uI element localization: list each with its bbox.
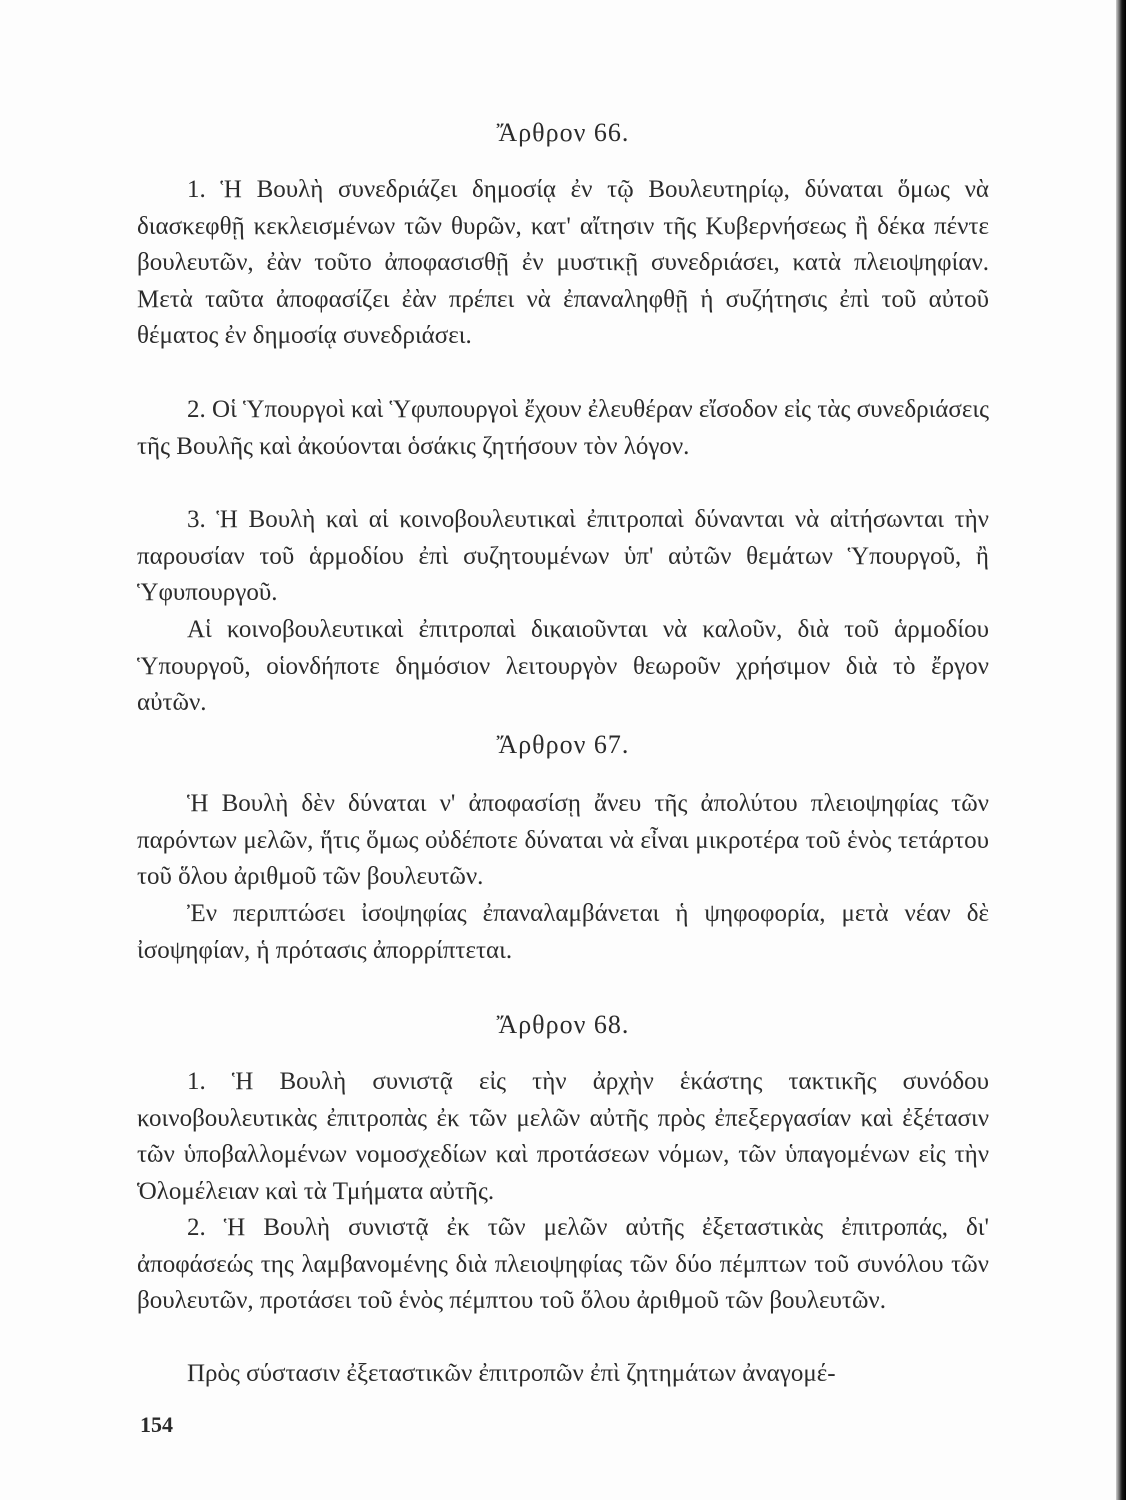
article-66-title: Ἄρθρον 66.: [496, 118, 630, 147]
article-66-paragraph-1: 1. Ἡ Βουλὴ συνεδριάζει δημοσίᾳ ἐν τῷ Βουλευτηρίῳ, δύναται ὅμως νὰ διασκεφθῇ κεκλεισμένων τῶν θυρῶν, κατ' αἴτησιν τῆς Κυβερνήσεως ἢ δέκα πέντε βουλευτῶν, ἐὰν τοῦτο ἀποφασισθῇ ἐν μυστικῇ συνεδριάσει, κατὰ πλειοψηφίαν. Μετὰ ταῦτα ἀποφασίζει ἐὰν πρέπει νὰ ἐπαναληφθῇ ἡ συζήτησις ἐπὶ τοῦ αὐτοῦ θέματος ἐν δημοσίᾳ συνεδριάσει.: [137, 176, 989, 349]
article-67-paragraph-2: Ἐν περιπτώσει ἰσοψηφίας ἐπαναλαμβάνεται ἡ ψηφοφορία, μετὰ νέαν δὲ ἰσοψηφίαν, ἡ πρότασις ἀπορρίπτεται.: [137, 900, 989, 964]
article-68-title: Ἄρθρον 68.: [496, 1010, 630, 1039]
article-68-paragraph-2: 2. Ἡ Βουλὴ συνιστᾷ ἐκ τῶν μελῶν αὐτῆς ἐξεταστικὰς ἐπιτροπάς, δι' ἀποφάσεώς της λαμβανομένης διὰ πλειοψηφίας τῶν δύο πέμπτων τοῦ συνόλου τῶν βουλευτῶν, προτάσει τοῦ ἑνὸς πέμπτου τοῦ ὅλου ἀριθμοῦ τῶν βουλευτῶν.: [137, 1214, 989, 1314]
article-66-paragraph-2: 2. Οἱ Ὑπουργοὶ καὶ Ὑφυπουργοὶ ἔχουν ἐλευθέραν εἴσοδον εἰς τὰς συνεδριάσεις τῆς Βουλῆς καὶ ἀκούονται ὁσάκις ζητήσουν τὸν λόγον.: [137, 396, 989, 460]
article-67-title: Ἄρθρον 67.: [496, 730, 630, 759]
article-66-paragraph-4: Αἱ κοινοβουλευτικαὶ ἐπιτροπαὶ δικαιοῦνται νὰ καλοῦν, διὰ τοῦ ἁρμοδίου Ὑπουργοῦ, οἱονδήποτε δημόσιον λειτουργὸν θεωροῦν χρήσιμον διὰ τὸ ἔργον αὐτῶν.: [137, 616, 989, 716]
book-spine-shadow: [1116, 0, 1126, 1500]
article-68-paragraph-1: 1. Ἡ Βουλὴ συνιστᾷ εἰς τὴν ἀρχὴν ἑκάστης τακτικῆς συνόδου κοινοβουλευτικὰς ἐπιτροπὰς ἐκ τῶν μελῶν αὐτῆς πρὸς ἐπεξεργασίαν καὶ ἐξέτασιν τῶν ὑποβαλλομένων νομοσχεδίων καὶ προτάσεων νόμων, τῶν ὑπαγομένων εἰς τὴν Ὁλομέλειαν καὶ τὰ Τμήματα αὐτῆς.: [137, 1068, 989, 1205]
article-68-paragraph-3: Πρὸς σύστασιν ἐξεταστικῶν ἐπιτροπῶν ἐπὶ ζητημάτων ἀναγομέ-: [187, 1360, 836, 1387]
article-66-paragraph-3: 3. Ἡ Βουλὴ καὶ αἱ κοινοβουλευτικαὶ ἐπιτροπαὶ δύνανται νὰ αἰτήσωνται τὴν παρουσίαν τοῦ ἁρμοδίου ἐπὶ συζητουμένων ὑπ' αὐτῶν θεμάτων Ὑπουργοῦ, ἢ Ὑφυπουργοῦ.: [137, 506, 989, 606]
page-number: 154: [140, 1412, 173, 1437]
article-67-paragraph-1: Ἡ Βουλὴ δὲν δύναται ν' ἀποφασίσῃ ἄνευ τῆς ἀπολύτου πλειοψηφίας τῶν παρόντων μελῶν, ἥτις ὅμως οὐδέποτε δύναται νὰ εἶναι μικροτέρα τοῦ ἑνὸς τετάρτου τοῦ ὅλου ἀριθμοῦ τῶν βουλευτῶν.: [137, 790, 989, 890]
